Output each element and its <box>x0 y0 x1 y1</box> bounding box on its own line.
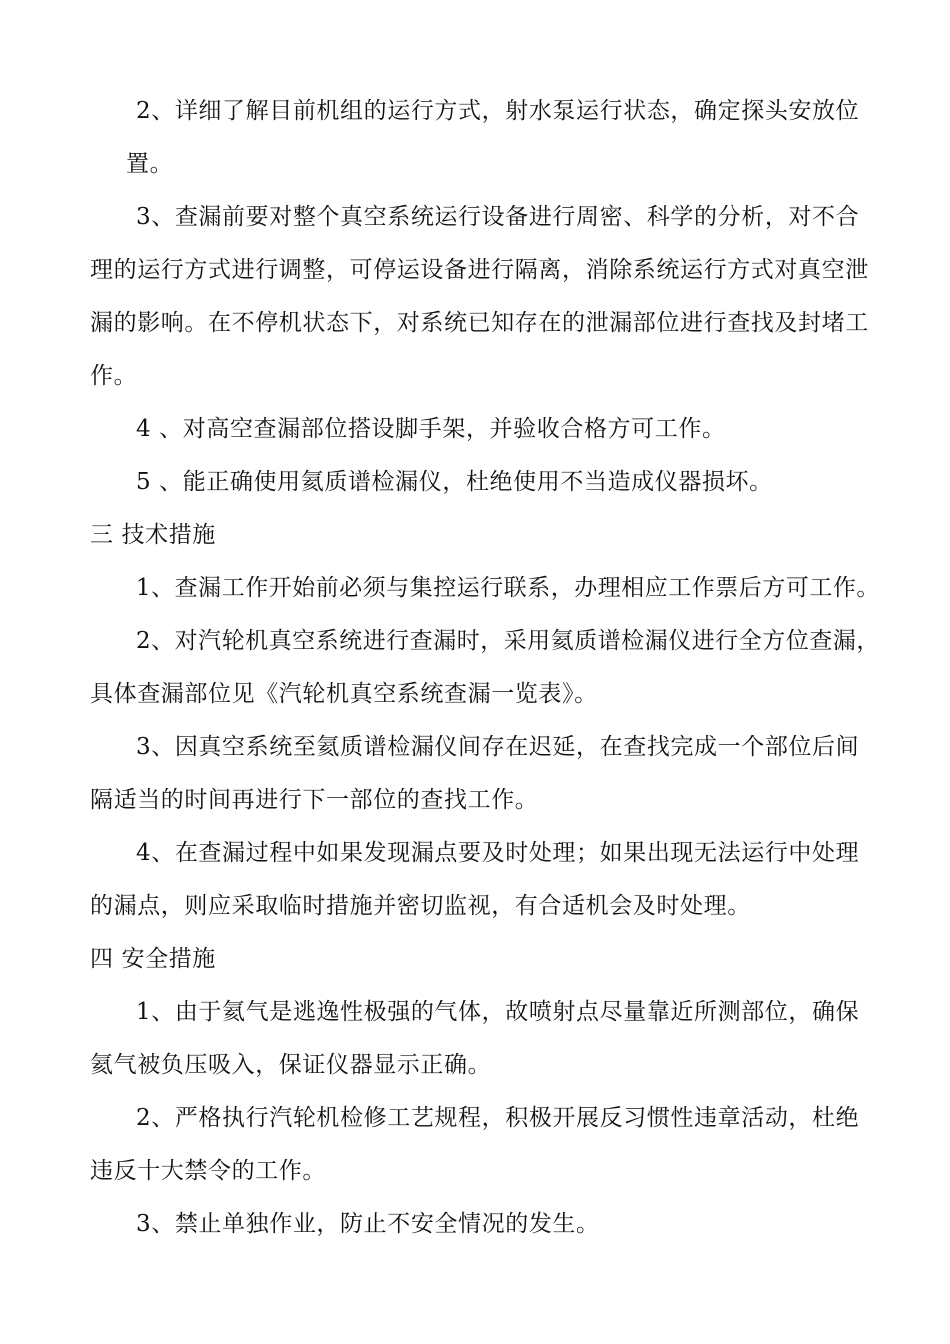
text-line: 理的运行方式进行调整，可停运设备进行隔离，消除系统运行方式对真空泄 <box>90 257 869 283</box>
text-line: 4、在查漏过程中如果发现漏点要及时处理；如果出现无法运行中处理 <box>136 840 860 866</box>
text-line: 作。 <box>90 363 138 389</box>
text-line: 3、因真空系统至氦质谱检漏仪间存在迟延，在查找完成一个部位后间 <box>136 734 860 760</box>
text-line: 3、查漏前要对整个真空系统运行设备进行周密、科学的分析，对不合 <box>136 204 860 230</box>
text-line: 1、由于氦气是逃逸性极强的气体，故喷射点尽量靠近所测部位，确保 <box>136 999 860 1025</box>
section-heading: 三 技术措施 <box>90 522 216 548</box>
text-line: 的漏点，则应采取临时措施并密切监视，有合适机会及时处理。 <box>90 893 751 919</box>
text-line: 2、严格执行汽轮机检修工艺规程，积极开展反习惯性违章活动，杜绝 <box>136 1105 860 1131</box>
text-line: 5 、能正确使用氦质谱检漏仪，杜绝使用不当造成仪器损坏。 <box>136 469 773 495</box>
text-line: 氦气被负压吸入，保证仪器显示正确。 <box>90 1052 492 1078</box>
text-line: 漏的影响。在不停机状态下，对系统已知存在的泄漏部位进行查找及封堵工 <box>90 310 869 336</box>
text-line: 置。 <box>126 151 174 177</box>
text-line: 隔适当的时间再进行下一部位的查找工作。 <box>90 787 539 813</box>
text-line: 1、查漏工作开始前必须与集控运行联系，办理相应工作票后方可工作。 <box>136 575 880 601</box>
section-heading: 四 安全措施 <box>90 946 216 972</box>
text-line: 2、对汽轮机真空系统进行查漏时，采用氦质谱检漏仪进行全方位查漏， <box>136 628 880 654</box>
text-line: 2、详细了解目前机组的运行方式，射水泵运行状态，确定探头安放位 <box>136 98 860 124</box>
text-line: 4 、对高空查漏部位搭设脚手架，并验收合格方可工作。 <box>136 416 726 442</box>
text-line: 违反十大禁令的工作。 <box>90 1158 326 1184</box>
text-line: 具体查漏部位见《汽轮机真空系统查漏一览表》。 <box>90 681 598 707</box>
text-line: 3、禁止单独作业，防止不安全情况的发生。 <box>136 1211 600 1237</box>
